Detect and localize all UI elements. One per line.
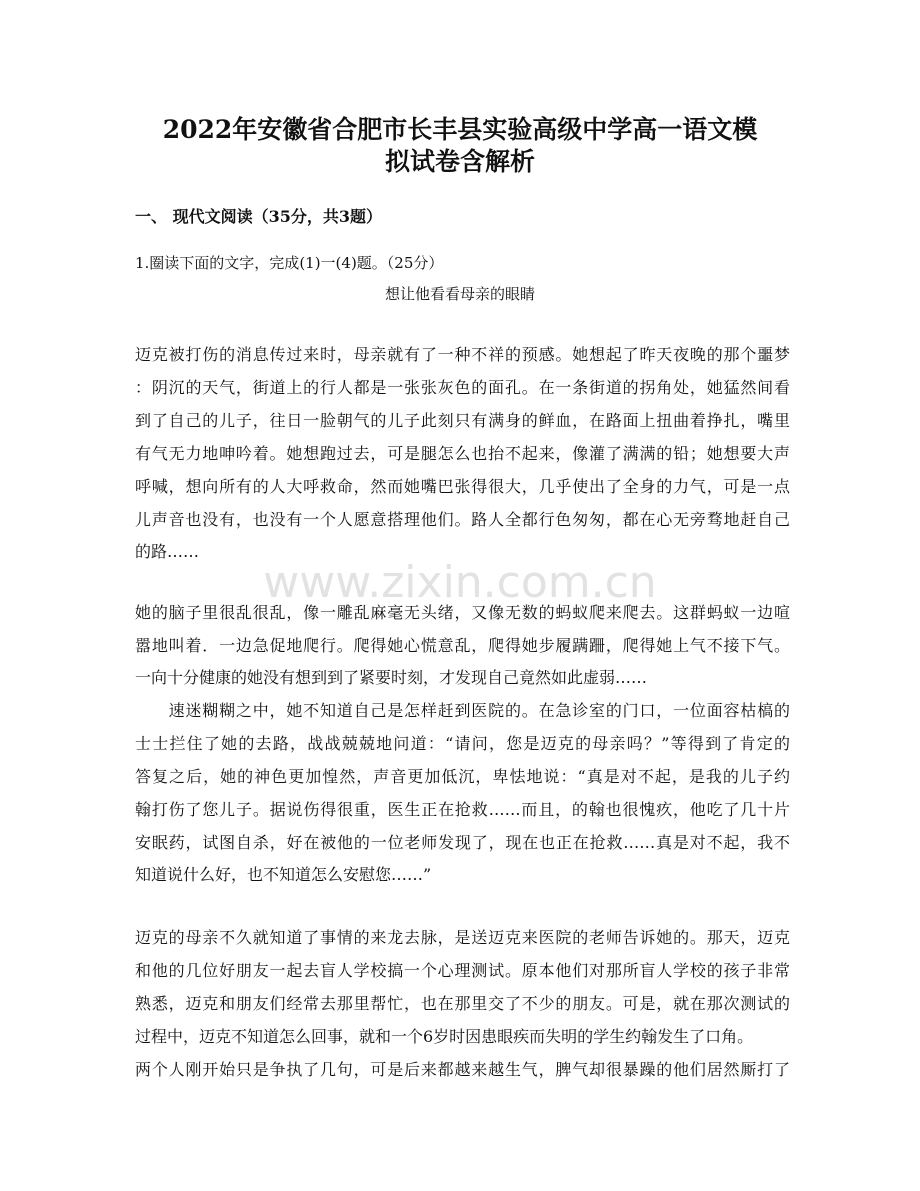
- text-line: 迈克被打伤的消息传过来时，母亲就有了一种不祥的预感。她想起了昨天夜晚的那个噩梦: [135, 345, 790, 364]
- text-line: 有气无力地呻吟着。她想跑过去，可是腿怎么也抬不起来，像灌了满满的铅；她想要大声: [135, 444, 790, 463]
- watermark: www.zixin.com.cn: [263, 557, 657, 608]
- text-line: ：阴沉的天气，街道上的行人都是一张张灰色的面孔。在一条街道的拐角处，她猛然间看: [135, 378, 790, 397]
- text-line: 和他的几位好朋友一起去盲人学校搞一个心理测试。原本他们对那所盲人学校的孩子非常: [135, 961, 790, 980]
- document-title: [100, 114, 820, 178]
- text-line: 翰打伤了您儿子。据说伤得很重，医生正在抢救……而且，的翰也很愧疚，他吃了几十片: [135, 800, 790, 819]
- text-line: 士士拦住了她的去路，战战兢兢地问道：“请问，您是迈克的母亲吗？”等得到了肯定的: [135, 734, 790, 753]
- text-line: 安眠药，试图自杀，好在被他的一位老师发现了，现在也正在抢救……真是对不起，我不: [135, 833, 790, 852]
- text-line: 她的脑子里很乱很乱，像一雕乱麻毫无头绪，又像无数的蚂蚁爬来爬去。这群蚂蚁一边喧: [135, 603, 790, 622]
- text-line: 过程中，迈克不知道怎么回事，就和一个6岁时因患眼疾而失明的学生约翰发生了口角。: [135, 1027, 754, 1046]
- text-line: 呼喊，想向所有的人大呼救命，然而她嘴巴张得很大，几乎使出了全身的力气，可是一点: [135, 477, 790, 496]
- text-line: 的路……: [135, 542, 200, 561]
- text-line: 速迷糊糊之中，她不知道自己是怎样赶到医院的。在急诊室的门口，一位面容枯槁的: [135, 701, 790, 720]
- passage-title: 想让他看看母亲的眼睛: [384, 285, 535, 303]
- text-line: 知道说什么好，也不知道怎么安慰您……”: [135, 865, 432, 884]
- text-line: 迈克的母亲不久就知道了事情的来龙去脉，是送迈克来医院的老师告诉她的。那天，迈克: [135, 928, 790, 947]
- question-prompt: 1.圈读下面的文字，完成(1)一(4)题。（25分）: [135, 254, 444, 272]
- title-line: 2022年安徽省合肥市长丰县实验高级中学高一语文模: [162, 115, 758, 144]
- title-line: 拟试卷含解析: [384, 147, 535, 176]
- section-heading: 一、 现代文阅读（35分，共3题）: [135, 207, 382, 226]
- text-line: 熟悉，迈克和朋友们经常去那里帮忙，也在那里交了不少的朋友。可是，就在那次测试的: [135, 994, 790, 1013]
- text-line: 两个人刚开始只是争执了几句，可是后来都越来越生气，脾气却很暴躁的他们居然厮打了: [135, 1060, 790, 1079]
- text-line: 嚣地叫着．一边急促地爬行。爬得她心慌意乱，爬得她步履蹒跚，爬得她上气不接下气。: [135, 636, 790, 655]
- text-line: 儿声音也没有，也没有一个人愿意搭理他们。路人全都行色匆匆，都在心无旁骛地赶自己: [135, 510, 790, 529]
- text-line: 答复之后，她的神色更加惶然，声音更加低沉，卑怯地说：“真是对不起，是我的儿子约: [135, 767, 790, 786]
- text-line: 一向十分健康的她没有想到到了紧要时刻，才发现自己竟然如此虚弱……: [135, 668, 648, 687]
- text-line: 到了自己的儿子，往日一脸朝气的儿子此刻只有满身的鲜血，在路面上扭曲着挣扎，嘴里: [135, 411, 790, 430]
